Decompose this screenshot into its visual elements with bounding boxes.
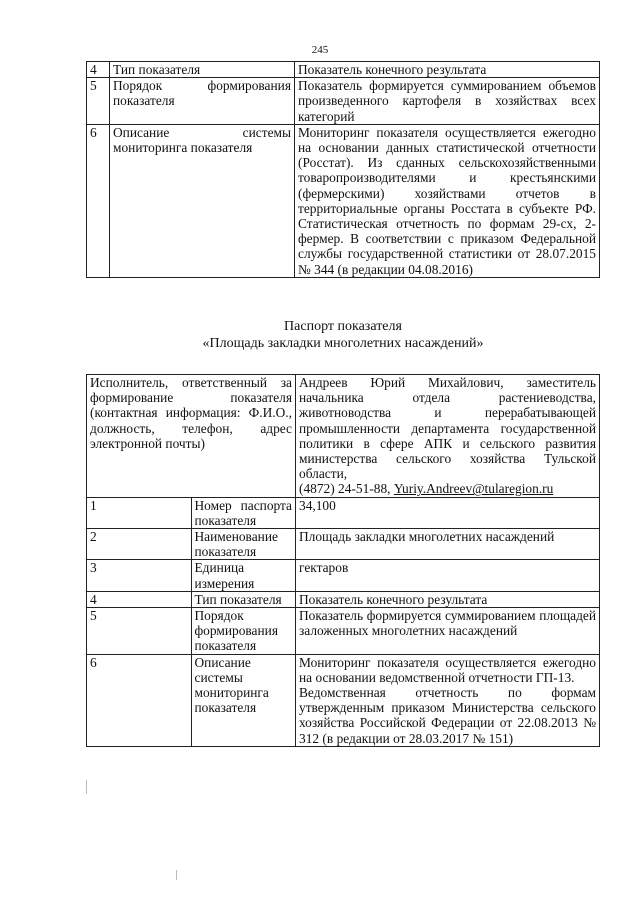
row-number: 5 xyxy=(87,608,192,655)
row-value: Показатель конечного результата xyxy=(295,62,600,78)
row-label: Номер паспорта показателя xyxy=(191,497,296,528)
monitoring-paragraph-1: Мониторинг показателя осуществляется ежегодно на основании ведомственной отчетности ГП-13. xyxy=(299,654,596,685)
row-value: 34,100 xyxy=(296,497,600,528)
row-label: Описание системы мониторинга показателя xyxy=(110,124,295,277)
row-value: гектаров xyxy=(296,560,600,591)
row-value: Показатель конечного результата xyxy=(296,591,600,607)
executor-text: Андреев Юрий Михайлович, заместитель начальника отдела растениеводства, животноводства и перерабатывающей промышленности департамента государственной политики в сфере АПК и сельского развития министерства сельского хозяйства Тульской области, xyxy=(299,375,596,482)
row-number: 4 xyxy=(87,62,110,78)
table-row xyxy=(87,124,600,277)
row-label: Описание системы мониторинга показателя xyxy=(191,654,296,746)
indicator-table-continued xyxy=(86,61,600,278)
row-label: Единица измерения xyxy=(191,560,296,591)
row-value: Площадь закладки многолетних насаждений xyxy=(296,529,600,560)
scan-artifact-line xyxy=(176,870,177,880)
row-number: 3 xyxy=(87,560,192,591)
row-number: 5 xyxy=(87,78,110,125)
table-row xyxy=(87,497,600,528)
row-number: 2 xyxy=(87,529,192,560)
passport-title-line1: Паспорт показателя xyxy=(284,319,402,334)
row-number: 6 xyxy=(87,654,192,746)
row-value: Показатель формируется суммированием объемов произведенного картофеля в хозяйствах всех категорий xyxy=(295,78,600,125)
executor-row xyxy=(87,375,600,498)
row-label: Тип показателя xyxy=(110,62,295,78)
row-value: Мониторинг показателя осуществляется ежегодно на основании данных статистической отчетности (Росстат). Из сданных сельскохозяйственными товаропроизводителями и крестьянскими (фермерскими) хозяйствами отчетов в территориальные органы Росстата в субъекте РФ. Статистическая отчетность по формам 29-сх, 2-фермер. В соответствии с приказом Федеральной службы государственной статистики от 28.07.2015 № 344 (в редакции 04.08.2016) xyxy=(295,124,600,277)
scan-artifact-line xyxy=(86,780,87,794)
table-row xyxy=(87,591,600,607)
passport-table xyxy=(86,374,600,747)
monitoring-paragraph-2: Ведомственная отчетность по формам утвержденным приказом Министерства сельского хозяйства Российской Федерации от 22.08.2013 № 312 (в редакции от 28.03.2017 № 151) xyxy=(299,685,596,746)
row-label: Тип показателя xyxy=(191,591,296,607)
executor-phone: (4872) 24-51-88, xyxy=(299,481,391,497)
row-number: 4 xyxy=(87,591,192,607)
passport-title-line2: «Площадь закладки многолетних насаждений» xyxy=(202,336,484,351)
executor-email-link[interactable]: Yuriy.Andreev@tularegion.ru xyxy=(393,481,554,497)
table-row xyxy=(87,62,600,78)
table-row xyxy=(87,560,600,591)
row-label: Порядок формирования показателя xyxy=(110,78,295,125)
table-row xyxy=(87,529,600,560)
row-value: Показатель формируется суммированием площадей заложенных многолетних насаждений xyxy=(296,608,600,655)
table-row xyxy=(87,78,600,125)
row-label: Порядок формирования показателя xyxy=(191,608,296,655)
row-number: 6 xyxy=(87,124,110,277)
row-value xyxy=(296,654,600,746)
table-row xyxy=(87,654,600,746)
row-label: Наименование показателя xyxy=(191,529,296,560)
executor-label: Исполнитель, ответственный за формирование показателя (контактная информация: Ф.И.О., должность, телефон, адрес электронной почты) xyxy=(87,375,296,498)
page-number: 245 xyxy=(311,44,329,56)
passport-title xyxy=(86,318,600,352)
executor-value xyxy=(296,375,600,498)
table-row xyxy=(87,608,600,655)
row-number: 1 xyxy=(87,497,192,528)
